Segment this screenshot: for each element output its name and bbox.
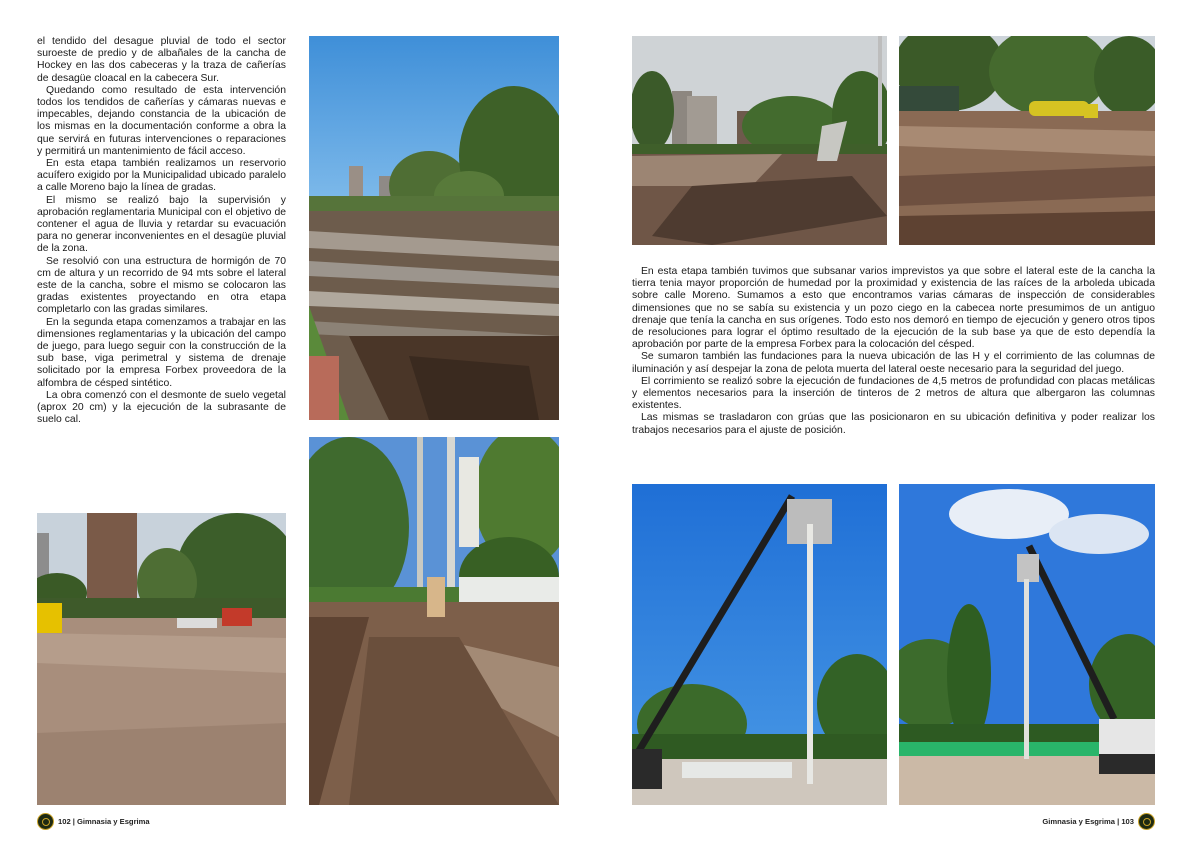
left-text-column <box>37 36 286 427</box>
photo-tank-truck-field <box>899 36 1155 245</box>
photo-crane-light-column <box>632 484 887 805</box>
club-logo-icon <box>1138 813 1155 830</box>
right-page-number: Gimnasia y Esgrima | 103 <box>1042 817 1134 826</box>
paragraph: Quedando como resultado de esta intervención todos los tendidos de cañerías y cámaras nuevas e impecables, dejando constancia de la ubicación de los mismas en la documentación conforme a obra la que servirá en futuras intervenciones o reparaciones y permitirá un mantenimiento de fácil acceso. <box>37 84 286 157</box>
left-footer <box>37 813 150 830</box>
paragraph: En esta etapa también realizamos un reservorio acuífero exigido por la Municipalidad ubicado paralelo a calle Moreno bajo la línea de gradas. <box>37 158 286 194</box>
paragraph: Las mismas se trasladaron con grúas que las posicionaron en su ubicación definitiva y poder realizar los trabajos necesarios para el ajuste de posición. <box>632 412 1155 436</box>
club-logo-icon <box>37 813 54 830</box>
photo-field-excavation <box>632 36 887 245</box>
paragraph: El mismo se realizó bajo la supervisión y aprobación reglamentaria Municipal con el objetivo de contener el agua de lluvia y retardar su evacuación para no generar inconvenientes en el desagüe pluvial de la zona. <box>37 194 286 255</box>
paragraph: el tendido del desague pluvial de todo el sector suroeste de predio y de albañales de la cancha de Hockey en las dos cabeceras y la traza de cañerías de desagüe cloacal en la cabecera Sur. <box>37 36 286 84</box>
photo-track-edge-columns <box>309 437 559 805</box>
paragraph: Se sumaron también las fundaciones para la nueva ubicación de las H y el corrimiento de las columnas de iluminación y así despejar la zona de pelota muerta del lateral oeste necesario para la seguridad del juego. <box>632 351 1155 375</box>
right-text-column <box>632 266 1155 437</box>
paragraph: La obra comenzó con el desmonte de suelo vegetal (aprox 20 cm) y la ejecución de la subrasante de suelo cal. <box>37 389 286 426</box>
right-footer <box>1042 813 1155 830</box>
photo-wet-field-trench <box>309 36 559 420</box>
left-page-number: 102 | Gimnasia y Esgrima <box>58 817 150 826</box>
photo-crane-green-fence <box>899 484 1155 805</box>
paragraph: En la segunda etapa comenzamos a trabajar en las dimensiones reglamentarias y la ubicación del campo de juego, para luego seguir con la construcción de la sub base, viga perimetral y sistema de drenaje solicitado por la empresa Forbex proveedora de la alfombra de césped sintético. <box>37 316 286 389</box>
paragraph: Se resolvió con una estructura de hormigón de 70 cm de altura y un recorrido de 94 mts sobre el lateral este de la cancha, sobre el mismo se colocaron las gradas existentes proyectando en otra etapa completarlo con las gradas similares. <box>37 255 286 316</box>
photo-excavated-ground <box>37 513 286 805</box>
paragraph: En esta etapa también tuvimos que subsanar varios imprevistos ya que sobre el lateral este de la cancha la tierra tenia mayor proporción de humedad por la proximidad y existencia de las raíces de la arboleda ubicada sobre calle Moreno. Sumamos a esto que encontramos varias cámaras de inspección de considerables dimensiones que no se sabía su existencia y un pozo ciego en la cabecea norte presumimos de un antiguo drenaje que tenía la cancha en sus orígenes. Todo esto nos demoró en tiempo de ejecución y genero otros tipos de resoluciones para lograr el óptimo resultado de la ejecución de la sub base ya que de esto dependía la aprobación por parte de la empresa Forbex para la colocación del césped. <box>632 266 1155 351</box>
paragraph: El corrimiento se realizó sobre la ejecución de fundaciones de 4,5 metros de profundidad con placas metálicas y elementos necesarios para la inserción de tinteros de 2 metros de altura que albergaron las columnas existentes. <box>632 375 1155 412</box>
